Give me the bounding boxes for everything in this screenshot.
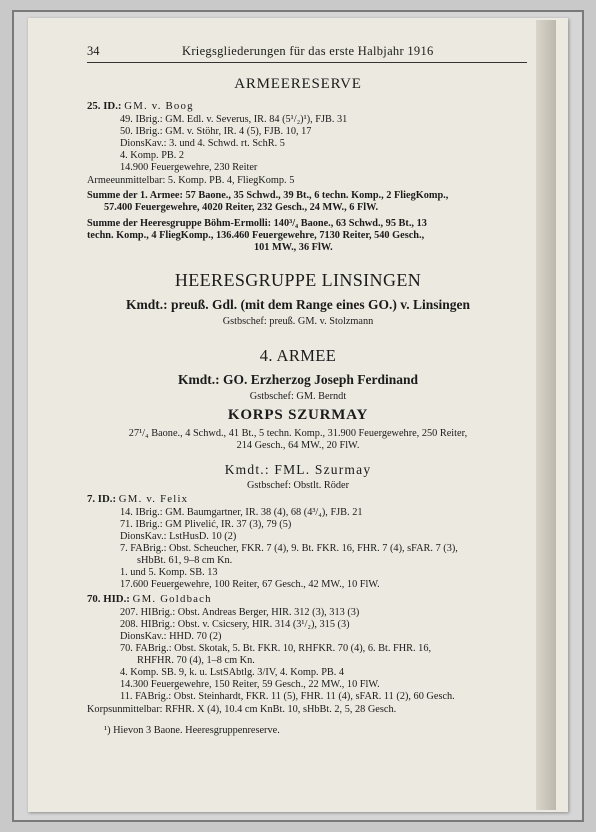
div25-line: 14.900 Feuergewehre, 230 Reiter: [120, 162, 258, 173]
footnote: ¹) Hievon 3 Baone. Heeresgruppenreserve.: [104, 725, 280, 736]
div7-commander: GM. v. Felix: [118, 493, 189, 505]
korps-kmdt-text: Kmdt.: FML. Szurmay: [224, 462, 372, 477]
heeresgruppe-gstbschef: Gstbschef: preuß. GM. v. Stolzmann: [222, 316, 374, 327]
div7-line: 14. IBrig.: GM. Baumgartner, IR. 38 (4), 68 (4³/₄), FJB. 21: [120, 507, 363, 518]
armee-kmdt-text: Kmdt.: GO. Erzherzog Joseph Ferdinand: [178, 372, 418, 387]
div7-line: 71. IBrig.: GM Plivelić, IR. 37 (3), 79 (5): [120, 519, 292, 530]
armee-kmdt: [0, 372, 596, 388]
div25-line: 50. IBrig.: GM. v. Stöhr, IR. 4 (5), FJB. 10, 17: [120, 126, 312, 137]
korps-kmdt: [0, 462, 596, 478]
div70-line: DionsKav.: HHD. 70 (2): [120, 631, 222, 642]
section-heading-heeresgruppe: HEERESGRUPPE LINSINGEN: [174, 270, 422, 290]
summe-heeresgruppe-line: Summe der Heeresgruppe Böhm-Ermolli: 140³/₄ Baone., 63 Schwd., 95 Bt., 13: [87, 218, 427, 229]
page-number: 34: [87, 44, 100, 58]
div7-line: DionsKav.: LstHusD. 10 (2): [120, 531, 237, 542]
div70-line: 4. Komp. SB. 9, k. u. LstSAbtlg. 3/IV, 4. Komp. PB. 4: [120, 667, 345, 678]
div70-line: 208. HIBrig.: Obst. v. Csicsery, HIR. 314 (3¹/₂), 315 (3): [120, 619, 350, 630]
summe-armee-line: 57.400 Feuergewehre, 4020 Reiter, 232 Gesch., 24 MW., 6 FlW.: [104, 202, 379, 213]
div70-line: RHFHR. 70 (4), 1–8 cm Kn.: [137, 655, 255, 666]
div70-line: 14.300 Feuergewehre, 150 Reiter, 59 Gesch., 22 MW., 10 FlW.: [120, 679, 380, 690]
div70-commander: GM. Goldbach: [132, 593, 212, 605]
div7-label: 7. ID.:: [87, 493, 117, 505]
div7-line: sHbBt. 61, 9–8 cm Kn.: [137, 555, 233, 566]
korps-summary-line: 27¹/₄ Baone., 4 Schwd., 41 Bt., 5 techn. Komp., 31.900 Feuergewehre, 250 Reiter,: [128, 428, 468, 439]
div70-line: 70. FABrig.: Obst. Skotak, 5. Bt. FKR. 10, RHFKR. 70 (4), 6. Bt. FHR. 16,: [120, 643, 432, 654]
armee-gstbschef: Gstbschef: GM. Berndt: [249, 391, 347, 402]
section-heading-korps: KORPS SZURMAY: [227, 407, 369, 423]
div25-commander: GM. v. Boog: [124, 100, 194, 112]
korpsunmittelbar: Korpsunmittelbar: RFHR. X (4), 10.4 cm KnBt. 10, sHbBt. 2, 5, 28 Gesch.: [87, 704, 397, 715]
section-heading-4-armee: 4. ARMEE: [259, 346, 337, 365]
section-heading-armeereserve: ARMEERESERVE: [234, 76, 362, 92]
header-rule: [87, 62, 527, 63]
div25-line: 4. Komp. PB. 2: [120, 150, 185, 161]
div25-line: 49. IBrig.: GM. Edl. v. Severus, IR. 84 (5¹/₂)¹), FJB. 31: [120, 114, 348, 125]
div70-line: 11. FABrig.: Obst. Steinhardt, FKR. 11 (5), FHR. 11 (4), sFAR. 11 (2), 60 Gesch.: [120, 691, 455, 702]
heeresgruppe-kmdt-text: Kmdt.: preuß. Gdl. (mit dem Range eines GO.) v. Linsingen: [125, 297, 471, 312]
summe-heeresgruppe-line: techn. Komp., 4 FliegKomp., 136.460 Feuergewehre, 7130 Reiter, 540 Gesch.,: [87, 230, 425, 241]
armeeunmittelbar: Armeeunmittelbar: 5. Komp. PB. 4, FliegKomp. 5: [87, 175, 295, 186]
heeresgruppe-kmdt: [0, 297, 596, 313]
div7-line: 7. FABrig.: Obst. Scheucher, FKR. 7 (4), 9. Bt. FKR. 16, FHR. 7 (4), sFAR. 7 (3),: [120, 543, 458, 554]
summe-armee-line: Summe der 1. Armee: 57 Baone., 35 Schwd., 39 Bt., 6 techn. Komp., 2 FliegKomp.,: [87, 190, 449, 201]
div70-label: 70. HID.:: [87, 593, 130, 605]
div70-header: [87, 593, 212, 605]
div25-header: [87, 100, 194, 112]
div70-line: 207. HIBrig.: Obst. Andreas Berger, HIR. 312 (3), 313 (3): [120, 607, 360, 618]
div7-header: [87, 493, 188, 505]
korps-gstbschef: Gstbschef: Obstlt. Röder: [246, 480, 350, 491]
div25-label: 25. ID.:: [87, 100, 122, 112]
div25-line: DionsKav.: 3. und 4. Schwd. rt. SchR. 5: [120, 138, 285, 149]
div7-line: 1. und 5. Komp. SB. 13: [120, 567, 218, 578]
korps-summary-line: 214 Gesch., 64 MW., 20 FlW.: [236, 440, 360, 451]
div7-line: 17.600 Feuergewehre, 100 Reiter, 67 Gesch., 42 MW., 10 FlW.: [120, 579, 380, 590]
summe-heeresgruppe-line: 101 MW., 36 FlW.: [254, 242, 333, 253]
running-title: Kriegsgliederungen für das erste Halbjahr 1916: [182, 44, 434, 58]
